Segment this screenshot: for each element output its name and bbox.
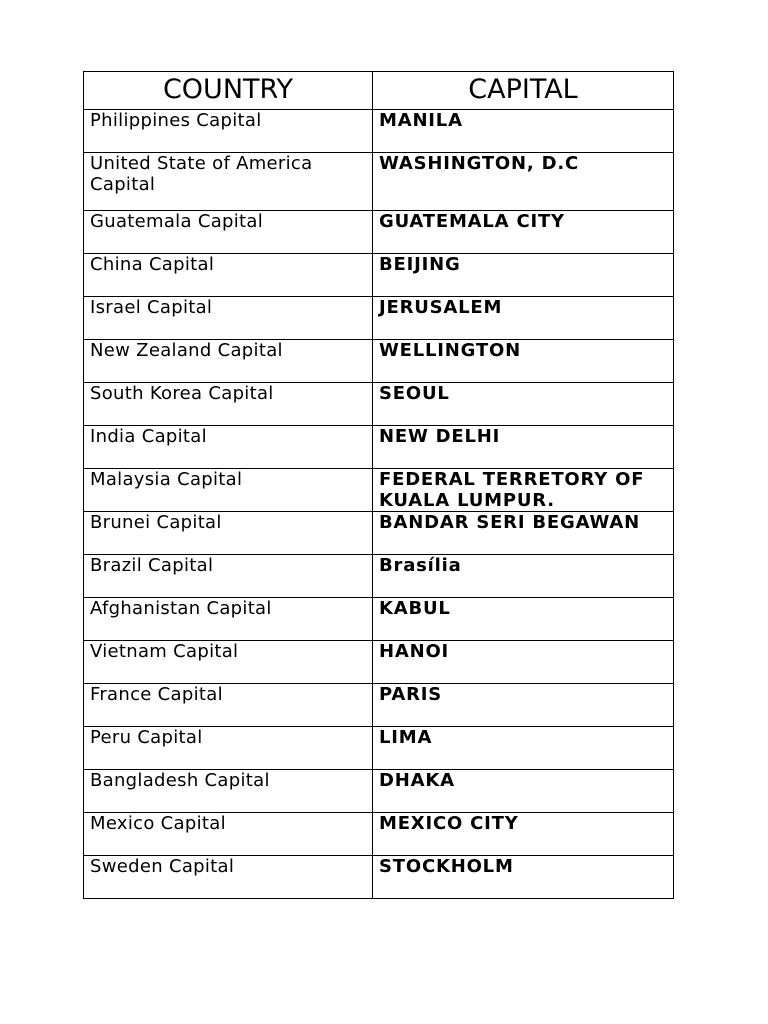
capital-cell: WELLINGTON — [373, 340, 674, 383]
country-cell: India Capital — [84, 426, 373, 469]
country-cell: South Korea Capital — [84, 383, 373, 426]
country-cell: Malaysia Capital — [84, 469, 373, 512]
country-cell: Mexico Capital — [84, 813, 373, 856]
table-row — [84, 598, 674, 641]
table-row — [84, 340, 674, 383]
table-row — [84, 211, 674, 254]
capital-cell: LIMA — [373, 727, 674, 770]
table-row — [84, 426, 674, 469]
capital-cell: STOCKHOLM — [373, 856, 674, 899]
country-cell: Peru Capital — [84, 727, 373, 770]
table-row — [84, 856, 674, 899]
capital-cell: JERUSALEM — [373, 297, 674, 340]
table-row — [84, 555, 674, 598]
table-row — [84, 770, 674, 813]
country-cell: United State of America Capital — [84, 153, 373, 211]
capital-cell: MEXICO CITY — [373, 813, 674, 856]
capital-cell: NEW DELHI — [373, 426, 674, 469]
capital-cell: MANILA — [373, 110, 674, 153]
country-cell: Bangladesh Capital — [84, 770, 373, 813]
capital-cell: PARIS — [373, 684, 674, 727]
table-row — [84, 641, 674, 684]
capital-cell: BANDAR SERI BEGAWAN — [373, 512, 674, 555]
capitals-table — [83, 71, 674, 899]
table-row — [84, 727, 674, 770]
country-cell: Philippines Capital — [84, 110, 373, 153]
country-cell: Sweden Capital — [84, 856, 373, 899]
table-row — [84, 813, 674, 856]
capital-cell: HANOI — [373, 641, 674, 684]
table-row — [84, 469, 674, 512]
table-row — [84, 153, 674, 211]
table-row — [84, 110, 674, 153]
table-row — [84, 684, 674, 727]
capital-cell: KABUL — [373, 598, 674, 641]
table-row — [84, 297, 674, 340]
country-cell: Vietnam Capital — [84, 641, 373, 684]
country-cell: New Zealand Capital — [84, 340, 373, 383]
table-row — [84, 254, 674, 297]
country-cell: France Capital — [84, 684, 373, 727]
capital-cell: WASHINGTON, D.C — [373, 153, 674, 211]
country-cell: Israel Capital — [84, 297, 373, 340]
capital-cell: GUATEMALA CITY — [373, 211, 674, 254]
country-cell: Afghanistan Capital — [84, 598, 373, 641]
header-row — [84, 72, 674, 110]
country-cell: China Capital — [84, 254, 373, 297]
capital-cell: Brasília — [373, 555, 674, 598]
table-row — [84, 512, 674, 555]
capital-column-header: CAPITAL — [373, 72, 674, 110]
country-cell: Brunei Capital — [84, 512, 373, 555]
country-cell: Brazil Capital — [84, 555, 373, 598]
capital-cell: FEDERAL TERRETORY OF KUALA LUMPUR. — [373, 469, 674, 512]
capital-cell: DHAKA — [373, 770, 674, 813]
country-column-header: COUNTRY — [84, 72, 373, 110]
country-cell: Guatemala Capital — [84, 211, 373, 254]
table-row — [84, 383, 674, 426]
capital-cell: SEOUL — [373, 383, 674, 426]
capital-cell: BEIJING — [373, 254, 674, 297]
